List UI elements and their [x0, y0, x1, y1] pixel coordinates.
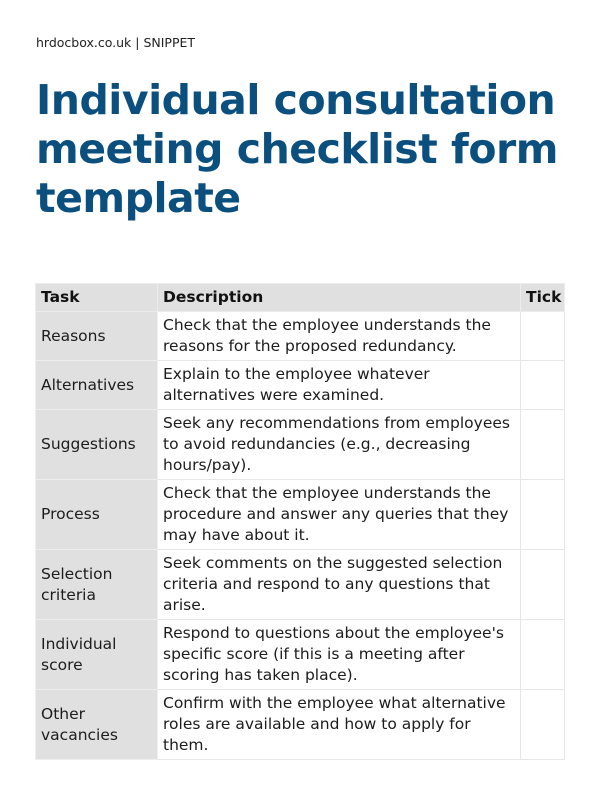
task-cell: Other vacancies: [36, 690, 158, 760]
table-header-row: [36, 284, 565, 312]
column-header-tick: Tick: [521, 284, 565, 312]
tick-cell[interactable]: [521, 410, 565, 480]
page-title: Individual consultation meeting checklist form template: [36, 76, 558, 222]
column-header-description: Description: [158, 284, 521, 312]
tick-cell[interactable]: [521, 550, 565, 620]
tick-cell[interactable]: [521, 361, 565, 410]
description-cell: Check that the employee understands the procedure and answer any queries that they may have about it.: [158, 480, 521, 550]
task-cell: Reasons: [36, 312, 158, 361]
table-row: [36, 312, 565, 361]
tick-cell[interactable]: [521, 312, 565, 361]
source-label: hrdocbox.co.uk | SNIPPET: [36, 35, 196, 50]
task-cell: Process: [36, 480, 158, 550]
description-cell: Confirm with the employee what alternative roles are available and how to apply for them.: [158, 690, 521, 760]
table-row: [36, 410, 565, 480]
description-cell: Check that the employee understands the reasons for the proposed redundancy.: [158, 312, 521, 361]
table-row: [36, 550, 565, 620]
description-cell: Seek comments on the suggested selection criteria and respond to any questions that arise.: [158, 550, 521, 620]
table-row: [36, 361, 565, 410]
task-cell: Selection criteria: [36, 550, 158, 620]
task-cell: Individual score: [36, 620, 158, 690]
description-cell: Respond to questions about the employee's specific score (if this is a meeting after scoring has taken place).: [158, 620, 521, 690]
table-row: [36, 620, 565, 690]
table-row: [36, 690, 565, 760]
table-row: [36, 480, 565, 550]
tick-cell[interactable]: [521, 620, 565, 690]
tick-cell[interactable]: [521, 690, 565, 760]
task-cell: Alternatives: [36, 361, 158, 410]
task-cell: Suggestions: [36, 410, 158, 480]
description-cell: Explain to the employee whatever alternatives were examined.: [158, 361, 521, 410]
description-cell: Seek any recommendations from employees to avoid redundancies (e.g., decreasing hours/pay).: [158, 410, 521, 480]
checklist-table: [35, 283, 565, 760]
tick-cell[interactable]: [521, 480, 565, 550]
column-header-task: Task: [36, 284, 158, 312]
